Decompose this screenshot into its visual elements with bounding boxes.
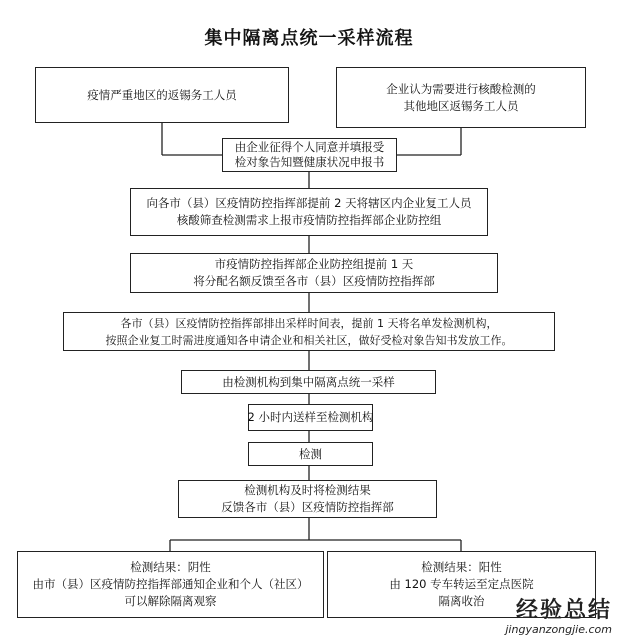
node-text: 检测结果：阳性 <box>421 560 502 574</box>
node-text: 由企业征得个人同意并填报受 <box>234 140 385 154</box>
node-text: 检测机构及时将检测结果 <box>244 483 371 497</box>
page-title: 集中隔离点统一采样流程 <box>204 28 414 49</box>
watermark-url: jingyanzongjie.com <box>505 623 612 636</box>
node-text: 由 120 专车转运至定点医院 <box>389 577 534 591</box>
node-sampling <box>181 370 436 394</box>
node-text: 各市（县）区疫情防控指挥部排出采样时间表，提前 1 天将名单发检测机构， <box>120 316 498 330</box>
node-text: 检对象告知暨健康状况申报书 <box>234 155 385 169</box>
node-text: 市疫情防控指挥部企业防控组提前 1 天 <box>214 257 414 271</box>
node-text: 由市（县）区疫情防控指挥部通知企业和个人（社区） <box>32 577 309 591</box>
node-schedule <box>63 312 555 351</box>
node-worker-other <box>336 67 586 128</box>
node-text: 疫情严重地区的返锡务工人员 <box>87 87 237 102</box>
node-city-allocate <box>130 253 498 293</box>
node-district-report <box>130 188 488 236</box>
node-text: 可以解除隔离观察 <box>124 594 217 608</box>
node-result-negative <box>17 551 324 618</box>
node-text: 反馈各市（县）区疫情防控指挥部 <box>221 500 394 514</box>
node-delivery <box>248 404 373 431</box>
node-text: 隔离收治 <box>438 594 485 608</box>
node-text: 将分配名额反馈至各市（县）区疫情防控指挥部 <box>193 274 435 288</box>
node-testing <box>248 442 373 466</box>
node-feedback <box>178 480 437 518</box>
node-text: 核酸筛查检测需求上报市疫情防控指挥部企业防控组 <box>176 213 442 227</box>
node-text: 向各市（县）区疫情防控指挥部提前 2 天将辖区内企业复工人员 <box>146 196 472 210</box>
node-worker-severe <box>35 67 289 123</box>
node-text: 由检测机构到集中隔离点统一采样 <box>222 374 395 389</box>
node-text: 其他地区返锡务工人员 <box>403 98 519 113</box>
node-text: 检测 <box>299 446 322 461</box>
node-text: 2 小时内送样至检测机构 <box>247 410 374 424</box>
node-consent <box>222 138 397 172</box>
node-text: 企业认为需要进行核酸检测的 <box>386 81 536 96</box>
node-text: 检测结果：阴性 <box>130 560 211 574</box>
watermark-text: 经验总结 <box>515 598 612 623</box>
watermark <box>505 599 612 636</box>
node-text: 按照企业复工时需进度通知各申请企业和相关社区，做好受检对象告知书发放工作。 <box>105 333 513 347</box>
